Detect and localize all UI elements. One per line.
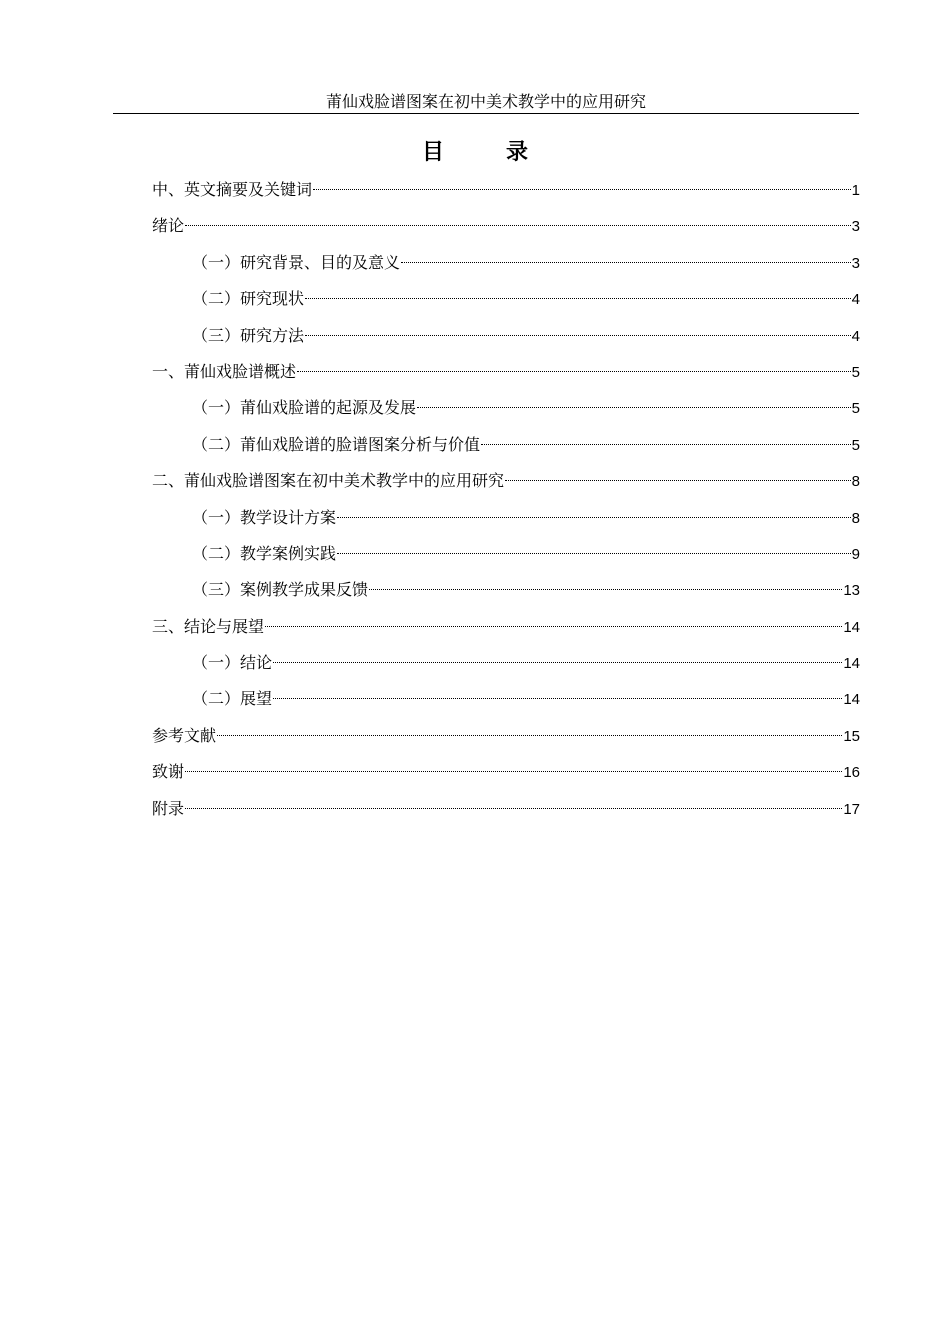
toc-page-number: 5 xyxy=(851,400,860,418)
toc-entry-text: （一）教学设计方案 xyxy=(192,507,337,527)
toc-page-number: 3 xyxy=(851,218,860,236)
toc-page-number: 16 xyxy=(843,764,860,782)
dot-leader xyxy=(481,444,851,445)
toc-entry-text: （二）研究现状 xyxy=(192,289,305,309)
toc-page-number: 1 xyxy=(851,182,860,199)
toc-page-number: 8 xyxy=(851,509,860,527)
toc-page-number: 15 xyxy=(843,727,860,745)
dot-leader xyxy=(273,662,842,663)
toc-entry-text: 二、莆仙戏脸谱图案在初中美术教学中的应用研究 xyxy=(152,471,505,491)
toc-entry-text: （三）案例教学成果反馈 xyxy=(192,580,369,600)
toc-entry-chapter-1[interactable] xyxy=(152,357,860,393)
toc-entry-introduction[interactable] xyxy=(152,211,860,247)
toc-entry-text: （一）结论 xyxy=(192,653,273,673)
toc-entry-text: （二）莆仙戏脸谱的脸谱图案分析与价值 xyxy=(192,434,481,454)
toc-entry-research-status[interactable] xyxy=(152,284,860,320)
running-header-title: 莆仙戏脸谱图案在初中美术教学中的应用研究 xyxy=(325,92,646,111)
toc-entry-text: （一）研究背景、目的及意义 xyxy=(192,252,401,272)
toc-entry-text: 三、结论与展望 xyxy=(152,616,265,636)
dot-leader xyxy=(337,553,851,554)
toc-entry-text: （一）莆仙戏脸谱的起源及发展 xyxy=(192,398,417,418)
toc-entry-text: 附录 xyxy=(152,798,185,818)
dot-leader xyxy=(217,735,842,736)
toc-entry-text: （三）研究方法 xyxy=(192,325,305,345)
toc-title: 目 录 xyxy=(421,139,548,165)
toc-page-number: 14 xyxy=(843,691,860,709)
dot-leader xyxy=(297,371,851,372)
toc-entry-text: 一、莆仙戏脸谱概述 xyxy=(152,361,297,381)
toc-page-number: 9 xyxy=(851,545,860,563)
toc-entry-appendix[interactable] xyxy=(152,794,860,830)
toc-page-number: 14 xyxy=(843,618,860,636)
toc-entry-references[interactable] xyxy=(152,721,860,757)
table-of-contents xyxy=(152,175,860,830)
dot-leader xyxy=(417,407,851,408)
toc-page-number: 3 xyxy=(851,254,860,272)
toc-entry-origin-development[interactable] xyxy=(152,393,860,429)
toc-entry-pattern-analysis[interactable] xyxy=(152,430,860,466)
dot-leader xyxy=(265,626,842,627)
toc-entry-teaching-design[interactable] xyxy=(152,503,860,539)
running-header xyxy=(113,91,859,114)
toc-page-number: 14 xyxy=(843,655,860,673)
toc-entry-acknowledgements[interactable] xyxy=(152,757,860,793)
dot-leader xyxy=(337,517,851,518)
toc-entry-text: （二）展望 xyxy=(192,689,273,709)
dot-leader xyxy=(185,771,842,772)
toc-page-number: 13 xyxy=(843,582,860,600)
toc-entry-outlook[interactable] xyxy=(152,684,860,720)
toc-entry-text: 中、英文摘要及关键词 xyxy=(152,180,313,199)
toc-entry-text: 致谢 xyxy=(152,762,185,782)
toc-entry-background[interactable] xyxy=(152,248,860,284)
toc-entry-conclusion[interactable] xyxy=(152,648,860,684)
toc-entry-text: （二）教学案例实践 xyxy=(192,543,337,563)
toc-page-number: 17 xyxy=(843,800,860,818)
toc-entry-chapter-3[interactable] xyxy=(152,612,860,648)
dot-leader xyxy=(185,225,851,226)
toc-page-number: 4 xyxy=(851,327,860,345)
dot-leader xyxy=(313,189,851,190)
dot-leader xyxy=(369,589,842,590)
dot-leader xyxy=(305,298,851,299)
toc-page-number: 4 xyxy=(851,291,860,309)
dot-leader xyxy=(401,262,851,263)
dot-leader xyxy=(305,335,851,336)
toc-entry-research-methods[interactable] xyxy=(152,321,860,357)
toc-entry-text: 绪论 xyxy=(152,216,185,236)
toc-entry-teaching-practice[interactable] xyxy=(152,539,860,575)
toc-entry-teaching-feedback[interactable] xyxy=(152,575,860,611)
toc-page-number: 5 xyxy=(851,363,860,381)
toc-page-number: 8 xyxy=(851,473,860,491)
toc-entry-abstract[interactable] xyxy=(152,175,860,211)
toc-page-number: 5 xyxy=(851,436,860,454)
toc-entry-text: 参考文献 xyxy=(152,725,217,745)
toc-entry-chapter-2[interactable] xyxy=(152,466,860,502)
dot-leader xyxy=(505,480,851,481)
dot-leader xyxy=(185,808,842,809)
dot-leader xyxy=(273,698,842,699)
